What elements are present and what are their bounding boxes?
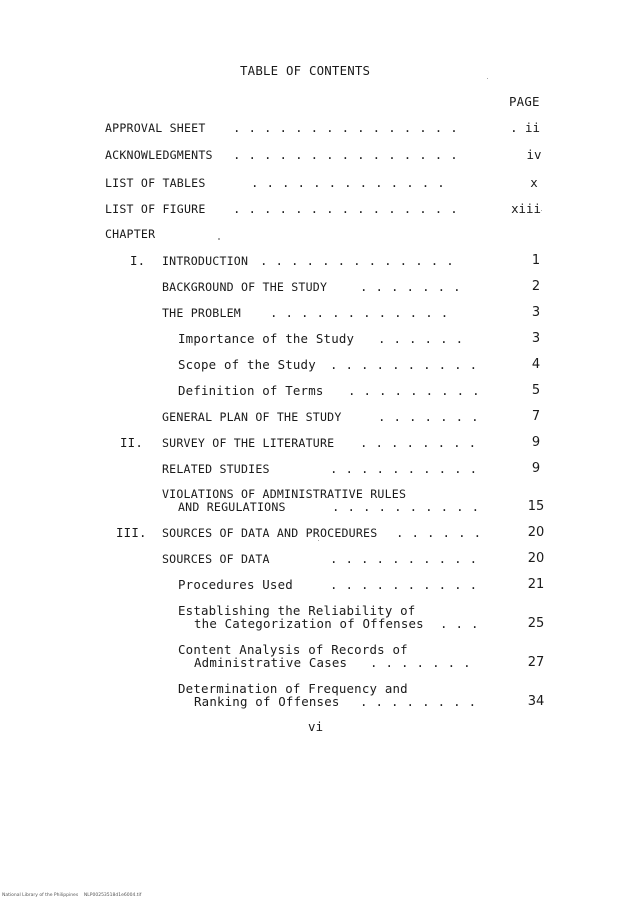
toc-page-number: 9 [531,461,541,476]
toc-page-number: . ii [510,120,540,135]
toc-entry-subsection: Determination of Frequency and [178,681,408,696]
toc-entry-chapter-title: INTRODUCTION [162,254,249,268]
toc-entry-section: RELATED STUDIES [162,462,270,476]
leader-dots: . . . . . . . . . [348,383,480,398]
toc-page-number: 34 [527,694,545,709]
leader-dots: . . . . . . . [370,655,471,670]
toc-entry-subsection: Definition of Terms [178,383,324,398]
leader-dots: . . . . . . . . . . . . . [260,253,454,268]
toc-page-number: 20 [527,525,545,540]
toc-entry-section: THE PROBLEM [162,306,241,320]
leader-dots: . . . . . . . [378,409,479,424]
chapter-heading: CHAPTER [105,227,156,241]
toc-page-number: 21 [527,577,545,592]
toc-page-number: iv [526,147,542,162]
leader-dots: . . . . . . . [360,279,461,294]
chapter-number: II. [120,435,143,450]
leader-dots: . . . . . . . . . . [330,551,478,566]
chapter-number: I. [130,253,146,268]
page-number: vi [308,719,324,734]
toc-entry-chapter-title: SURVEY OF THE LITERATURE [162,436,335,450]
toc-entry-section-continued: AND REGULATIONS [178,500,286,514]
leader-dots: . . . . . . [378,331,464,346]
toc-entry-chapter-title: SOURCES OF DATA AND PROCEDURES [162,526,378,540]
toc-entry-subsection-continued: the Categorization of Offenses [194,616,424,631]
scan-footer: National Library of the Philippines NLP00253518d1e6004.tif [2,893,142,898]
leader-dots: . . . . . . . . . . . . . . . [233,120,459,135]
leader-dots: . . . [440,616,479,631]
chapter-number: III. [116,525,147,540]
toc-entry-subsection: Importance of the Study [178,331,355,346]
leader-dots: . . . . . . . . [360,435,477,450]
toc-page-number: 15 [527,499,545,514]
leader-dots: . . . . . . . . . . [330,357,478,372]
toc-entry-subsection-continued: Administrative Cases [194,655,348,670]
toc-entry-section: VIOLATIONS OF ADMINISTRATIVE RULES [162,487,407,501]
toc-page-number: xiii [511,201,541,216]
toc-entry-subsection: Establishing the Reliability of [178,603,416,618]
toc-title: TABLE OF CONTENTS [240,63,371,78]
leader-dots: . . . . . . [396,525,482,540]
toc-page-number: 27 [527,655,545,670]
toc-entry-acknowledgments: ACKNOWLEDGMENTS [105,148,213,162]
leader-dots: . . . . . . . . . . . . . . . [233,201,459,216]
leader-dots: . . . . . . . . . . [332,499,480,514]
toc-page-number: 20 [527,551,545,566]
toc-entry-section: SOURCES OF DATA [162,552,270,566]
scan-speck [318,540,319,541]
toc-entry-subsection: Scope of the Study [178,357,316,372]
toc-entry-section: BACKGROUND OF THE STUDY [162,280,328,294]
toc-page-number: 2 [531,279,541,294]
page-column-header: PAGE [509,94,540,109]
scan-speck [541,210,542,211]
leader-dots: . . . . . . . . . . [330,461,478,476]
scan-speck [218,238,220,240]
toc-entry-approval-sheet: APPROVAL SHEET [105,121,206,135]
toc-page-number: 4 [531,357,541,372]
toc-entry-list-of-tables: LIST OF TABLES [105,176,206,190]
leader-dots: . . . . . . . . . . [330,577,478,592]
leader-dots: . . . . . . . . . . . . . [251,175,445,190]
toc-page-number: 3 [531,331,541,346]
scan-speck [487,78,488,79]
leader-dots: . . . . . . . . [360,694,477,709]
leader-dots: . . . . . . . . . . . . . . . [233,147,459,162]
toc-page-number: 7 [531,409,541,424]
toc-entry-subsection: Procedures Used [178,577,293,592]
toc-page-number: 1 [531,253,541,268]
toc-page-number: 3 [531,305,541,320]
toc-entry-section: GENERAL PLAN OF THE STUDY [162,410,342,424]
leader-dots: . . . . . . . . . . . . [270,305,449,320]
toc-page-number: 5 [531,383,541,398]
toc-page-number: x [530,175,538,190]
toc-page-number: 9 [531,435,541,450]
toc-entry-subsection-continued: Ranking of Offenses [194,694,340,709]
toc-entry-subsection: Content Analysis of Records of [178,642,408,657]
toc-page-number: 25 [527,616,545,631]
toc-entry-list-of-figure: LIST OF FIGURE [105,202,206,216]
